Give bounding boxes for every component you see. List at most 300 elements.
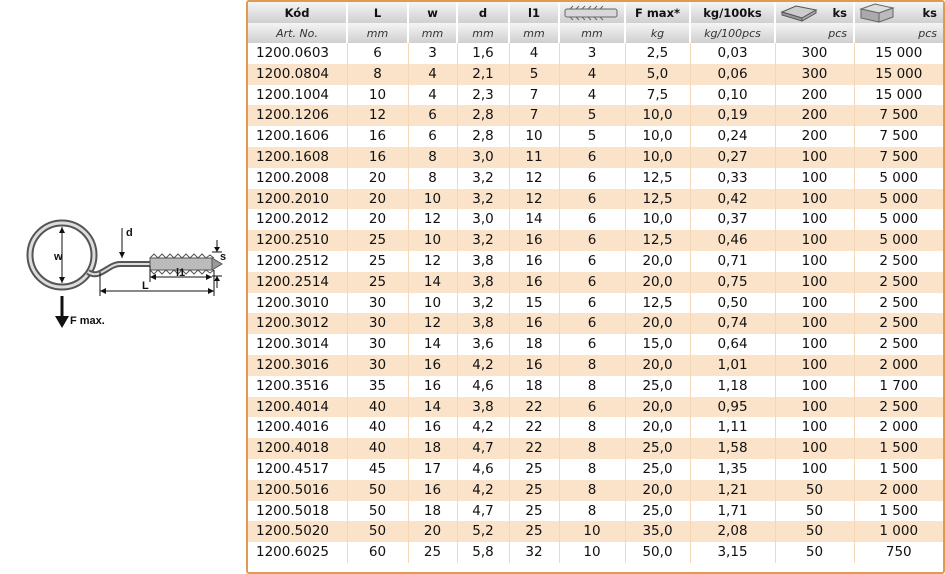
table-row (248, 293, 943, 314)
header-ks-carton-label: ks (922, 5, 937, 20)
subheader-ks-small-unit: pcs (775, 23, 854, 43)
cell-code: 1200.2008 (248, 168, 347, 189)
cell-fmax: 10,0 (625, 105, 690, 126)
cell-code: 1200.1606 (248, 126, 347, 147)
cell-length: 20 (347, 168, 408, 189)
cell-weight: 1,71 (690, 501, 775, 522)
cell-fmax: 20,0 (625, 313, 690, 334)
table-row (248, 147, 943, 168)
cell-fmax: 20,0 (625, 417, 690, 438)
cell-code: 1200.3010 (248, 293, 347, 314)
subheader-ks-carton-unit: pcs (854, 23, 943, 43)
cell-eye-width: 20 (408, 521, 457, 542)
header-dowel (559, 2, 625, 23)
header-fmax: F max* (625, 2, 690, 23)
cell-fmax: 35,0 (625, 521, 690, 542)
cell-dowel: 4 (559, 85, 625, 106)
cell-eye-width: 12 (408, 313, 457, 334)
cell-dowel: 6 (559, 272, 625, 293)
cell-fmax: 10,0 (625, 209, 690, 230)
cell-thread-length: 25 (509, 459, 559, 480)
cell-code: 1200.3014 (248, 334, 347, 355)
table-row (248, 105, 943, 126)
header-row (248, 2, 943, 23)
cell-thread-length: 22 (509, 397, 559, 418)
cell-thread-length: 7 (509, 105, 559, 126)
cell-dowel: 6 (559, 168, 625, 189)
carton-box-icon (859, 3, 895, 23)
cell-pcs-carton: 15 000 (854, 43, 943, 64)
cell-thread-length: 25 (509, 521, 559, 542)
cell-dowel: 8 (559, 459, 625, 480)
cell-eye-width: 12 (408, 209, 457, 230)
cell-code: 1200.0804 (248, 64, 347, 85)
cell-code: 1200.3012 (248, 313, 347, 334)
cell-code: 1200.3016 (248, 355, 347, 376)
cell-length: 45 (347, 459, 408, 480)
cell-eye-width: 10 (408, 230, 457, 251)
table-row (248, 355, 943, 376)
cell-pcs-box: 100 (775, 209, 854, 230)
cell-pcs-carton: 5 000 (854, 168, 943, 189)
cell-pcs-carton: 2 000 (854, 417, 943, 438)
d-label: d (126, 227, 133, 239)
cell-code: 1200.3516 (248, 376, 347, 397)
header-weight: kg/100ks (690, 2, 775, 23)
cell-eye-width: 25 (408, 542, 457, 563)
table-row (248, 397, 943, 418)
cell-eye-width: 16 (408, 480, 457, 501)
cell-eye-width: 6 (408, 126, 457, 147)
subheader-weight-unit: kg/100pcs (690, 23, 775, 43)
cell-weight: 1,11 (690, 417, 775, 438)
cell-eye-width: 17 (408, 459, 457, 480)
cell-pcs-box: 100 (775, 251, 854, 272)
cell-weight: 0,06 (690, 64, 775, 85)
cell-thread-length: 16 (509, 230, 559, 251)
cell-eye-width: 8 (408, 147, 457, 168)
cell-pcs-box: 100 (775, 376, 854, 397)
screw-eye-diagram (0, 200, 240, 350)
cell-pcs-box: 100 (775, 438, 854, 459)
cell-weight: 0,50 (690, 293, 775, 314)
cell-thread-length: 18 (509, 376, 559, 397)
cell-thread-length: 18 (509, 334, 559, 355)
header-L: L (347, 2, 408, 23)
subheader-fmax-unit: kg (625, 23, 690, 43)
cell-fmax: 12,5 (625, 293, 690, 314)
dowel-icon (564, 5, 620, 21)
cell-fmax: 5,0 (625, 64, 690, 85)
cell-length: 30 (347, 334, 408, 355)
cell-eye-width: 16 (408, 355, 457, 376)
cell-dowel: 6 (559, 189, 625, 210)
cell-fmax: 20,0 (625, 272, 690, 293)
cell-pcs-box: 50 (775, 480, 854, 501)
cell-thread-length: 16 (509, 272, 559, 293)
cell-code: 1200.4018 (248, 438, 347, 459)
subheader-l1-unit: mm (509, 23, 559, 43)
cell-length: 30 (347, 355, 408, 376)
cell-dowel: 8 (559, 417, 625, 438)
subheader-art-no: Art. No. (248, 23, 347, 43)
cell-length: 12 (347, 105, 408, 126)
cell-diameter: 5,2 (457, 521, 509, 542)
cell-pcs-box: 200 (775, 126, 854, 147)
cell-pcs-carton: 2 500 (854, 313, 943, 334)
cell-diameter: 3,2 (457, 230, 509, 251)
cell-fmax: 2,5 (625, 43, 690, 64)
cell-length: 16 (347, 147, 408, 168)
cell-code: 1200.2012 (248, 209, 347, 230)
cell-diameter: 5,8 (457, 542, 509, 563)
table-row (248, 480, 943, 501)
cell-fmax: 12,5 (625, 168, 690, 189)
cell-length: 50 (347, 501, 408, 522)
cell-pcs-carton: 1 000 (854, 521, 943, 542)
cell-diameter: 4,6 (457, 376, 509, 397)
cell-fmax: 12,5 (625, 189, 690, 210)
cell-weight: 2,08 (690, 521, 775, 542)
small-box-icon (780, 4, 818, 22)
cell-pcs-box: 100 (775, 147, 854, 168)
cell-fmax: 12,5 (625, 230, 690, 251)
cell-dowel: 5 (559, 126, 625, 147)
cell-dowel: 10 (559, 542, 625, 563)
subheader-dowel-unit: mm (559, 23, 625, 43)
cell-weight: 0,03 (690, 43, 775, 64)
cell-length: 20 (347, 209, 408, 230)
table-row (248, 438, 943, 459)
cell-pcs-carton: 2 500 (854, 251, 943, 272)
table-row (248, 542, 943, 563)
shank (88, 264, 150, 274)
cell-pcs-carton: 15 000 (854, 85, 943, 106)
cell-fmax: 25,0 (625, 459, 690, 480)
cell-pcs-box: 50 (775, 521, 854, 542)
cell-dowel: 3 (559, 43, 625, 64)
cell-diameter: 3,8 (457, 272, 509, 293)
cell-pcs-carton: 1 500 (854, 438, 943, 459)
cell-diameter: 4,2 (457, 417, 509, 438)
cell-length: 40 (347, 417, 408, 438)
cell-dowel: 8 (559, 501, 625, 522)
cell-diameter: 4,2 (457, 355, 509, 376)
cell-diameter: 1,6 (457, 43, 509, 64)
cell-thread-length: 11 (509, 147, 559, 168)
force-label: F max. (70, 315, 105, 327)
cell-thread-length: 32 (509, 542, 559, 563)
cell-eye-width: 10 (408, 293, 457, 314)
cell-code: 1200.4517 (248, 459, 347, 480)
cell-dowel: 6 (559, 313, 625, 334)
table-row (248, 126, 943, 147)
cell-thread-length: 22 (509, 438, 559, 459)
cell-diameter: 2,8 (457, 105, 509, 126)
cell-fmax: 20,0 (625, 355, 690, 376)
cell-pcs-box: 100 (775, 230, 854, 251)
cell-length: 20 (347, 189, 408, 210)
cell-pcs-carton: 750 (854, 542, 943, 563)
cell-thread-length: 10 (509, 126, 559, 147)
cell-eye-width: 14 (408, 272, 457, 293)
cell-diameter: 3,8 (457, 397, 509, 418)
subheader-d-unit: mm (457, 23, 509, 43)
cell-code: 1200.4016 (248, 417, 347, 438)
cell-dowel: 6 (559, 293, 625, 314)
table-row (248, 85, 943, 106)
cell-length: 25 (347, 251, 408, 272)
cell-pcs-carton: 2 500 (854, 397, 943, 418)
cell-length: 60 (347, 542, 408, 563)
cell-thread-length: 25 (509, 501, 559, 522)
cell-weight: 1,18 (690, 376, 775, 397)
cell-fmax: 20,0 (625, 251, 690, 272)
cell-pcs-box: 200 (775, 85, 854, 106)
cell-fmax: 10,0 (625, 126, 690, 147)
cell-dowel: 8 (559, 355, 625, 376)
cell-pcs-carton: 1 700 (854, 376, 943, 397)
cell-weight: 1,01 (690, 355, 775, 376)
cell-weight: 0,46 (690, 230, 775, 251)
cell-pcs-carton: 7 500 (854, 126, 943, 147)
header-d: d (457, 2, 509, 23)
table-row (248, 334, 943, 355)
cell-code: 1200.1206 (248, 105, 347, 126)
cell-dowel: 8 (559, 480, 625, 501)
cell-code: 1200.2510 (248, 230, 347, 251)
spec-table-frame (246, 0, 945, 574)
cell-fmax: 25,0 (625, 438, 690, 459)
cell-pcs-box: 100 (775, 397, 854, 418)
cell-pcs-box: 100 (775, 417, 854, 438)
cell-pcs-box: 100 (775, 459, 854, 480)
cell-eye-width: 4 (408, 64, 457, 85)
cell-dowel: 4 (559, 64, 625, 85)
cell-weight: 0,19 (690, 105, 775, 126)
cell-pcs-box: 100 (775, 313, 854, 334)
cell-thread-length: 12 (509, 189, 559, 210)
cell-eye-width: 18 (408, 438, 457, 459)
cell-weight: 0,74 (690, 313, 775, 334)
cell-diameter: 3,0 (457, 209, 509, 230)
cell-thread-length: 22 (509, 417, 559, 438)
cell-pcs-box: 100 (775, 189, 854, 210)
l1-label: l1 (176, 267, 186, 279)
thread (150, 254, 222, 274)
cell-dowel: 5 (559, 105, 625, 126)
cell-dowel: 8 (559, 376, 625, 397)
cell-eye-width: 16 (408, 376, 457, 397)
cell-weight: 0,71 (690, 251, 775, 272)
table-row (248, 230, 943, 251)
cell-thread-length: 16 (509, 251, 559, 272)
cell-thread-length: 16 (509, 355, 559, 376)
cell-length: 30 (347, 313, 408, 334)
cell-diameter: 4,6 (457, 459, 509, 480)
cell-length: 8 (347, 64, 408, 85)
cell-pcs-carton: 5 000 (854, 189, 943, 210)
cell-pcs-box: 100 (775, 355, 854, 376)
cell-diameter: 3,8 (457, 313, 509, 334)
cell-weight: 3,15 (690, 542, 775, 563)
cell-weight: 0,10 (690, 85, 775, 106)
header-ks-small (775, 2, 854, 23)
cell-diameter: 4,2 (457, 480, 509, 501)
cell-weight: 1,58 (690, 438, 775, 459)
cell-eye-width: 4 (408, 85, 457, 106)
header-ks-small-label: ks (832, 5, 847, 20)
cell-diameter: 2,8 (457, 126, 509, 147)
cell-fmax: 25,0 (625, 376, 690, 397)
cell-eye-width: 3 (408, 43, 457, 64)
cell-thread-length: 5 (509, 64, 559, 85)
cell-weight: 0,95 (690, 397, 775, 418)
cell-eye-width: 14 (408, 334, 457, 355)
cell-dowel: 8 (559, 438, 625, 459)
cell-weight: 0,75 (690, 272, 775, 293)
table-row (248, 417, 943, 438)
cell-fmax: 20,0 (625, 480, 690, 501)
cell-weight: 0,33 (690, 168, 775, 189)
cell-code: 1200.5018 (248, 501, 347, 522)
w-label: w (54, 251, 63, 263)
cell-eye-width: 10 (408, 189, 457, 210)
header-l1: l1 (509, 2, 559, 23)
cell-pcs-carton: 2 000 (854, 480, 943, 501)
cell-diameter: 2,1 (457, 64, 509, 85)
cell-fmax: 15,0 (625, 334, 690, 355)
cell-thread-length: 12 (509, 168, 559, 189)
table-row (248, 251, 943, 272)
cell-weight: 0,42 (690, 189, 775, 210)
table-row (248, 376, 943, 397)
cell-thread-length: 14 (509, 209, 559, 230)
cell-length: 50 (347, 480, 408, 501)
cell-fmax: 20,0 (625, 397, 690, 418)
cell-dowel: 6 (559, 230, 625, 251)
cell-pcs-carton: 2 500 (854, 272, 943, 293)
cell-length: 50 (347, 521, 408, 542)
cell-pcs-carton: 1 500 (854, 459, 943, 480)
cell-pcs-box: 300 (775, 64, 854, 85)
cell-thread-length: 4 (509, 43, 559, 64)
cell-eye-width: 18 (408, 501, 457, 522)
cell-code: 1200.2512 (248, 251, 347, 272)
spec-table-body (248, 43, 943, 563)
cell-length: 35 (347, 376, 408, 397)
cell-dowel: 6 (559, 251, 625, 272)
cell-weight: 0,37 (690, 209, 775, 230)
cell-code: 1200.2010 (248, 189, 347, 210)
cell-weight: 0,24 (690, 126, 775, 147)
cell-pcs-carton: 2 500 (854, 334, 943, 355)
cell-weight: 0,27 (690, 147, 775, 168)
cell-diameter: 4,7 (457, 501, 509, 522)
table-row (248, 209, 943, 230)
cell-eye-width: 14 (408, 397, 457, 418)
cell-length: 6 (347, 43, 408, 64)
cell-pcs-carton: 2 000 (854, 355, 943, 376)
header-w: w (408, 2, 457, 23)
cell-length: 16 (347, 126, 408, 147)
cell-pcs-box: 50 (775, 501, 854, 522)
cell-length: 40 (347, 397, 408, 418)
cell-weight: 1,21 (690, 480, 775, 501)
cell-pcs-carton: 5 000 (854, 209, 943, 230)
cell-pcs-carton: 2 500 (854, 293, 943, 314)
cell-dowel: 6 (559, 209, 625, 230)
cell-fmax: 25,0 (625, 501, 690, 522)
cell-diameter: 3,6 (457, 334, 509, 355)
cell-code: 1200.4014 (248, 397, 347, 418)
cell-pcs-box: 100 (775, 168, 854, 189)
cell-length: 25 (347, 272, 408, 293)
spec-table (248, 2, 943, 563)
cell-code: 1200.1608 (248, 147, 347, 168)
cell-thread-length: 25 (509, 480, 559, 501)
cell-pcs-box: 50 (775, 542, 854, 563)
cell-fmax: 10,0 (625, 147, 690, 168)
s-label: s (220, 251, 227, 263)
table-row (248, 313, 943, 334)
cell-diameter: 2,3 (457, 85, 509, 106)
table-row (248, 189, 943, 210)
cell-pcs-carton: 15 000 (854, 64, 943, 85)
cell-eye-width: 6 (408, 105, 457, 126)
cell-pcs-carton: 5 000 (854, 230, 943, 251)
cell-pcs-box: 100 (775, 293, 854, 314)
cell-code: 1200.0603 (248, 43, 347, 64)
cell-eye-width: 8 (408, 168, 457, 189)
cell-pcs-box: 100 (775, 334, 854, 355)
subheader-L-unit: mm (347, 23, 408, 43)
cell-code: 1200.2514 (248, 272, 347, 293)
cell-length: 30 (347, 293, 408, 314)
cell-fmax: 50,0 (625, 542, 690, 563)
cell-thread-length: 7 (509, 85, 559, 106)
cell-eye-width: 12 (408, 251, 457, 272)
table-row (248, 501, 943, 522)
cell-thread-length: 16 (509, 313, 559, 334)
cell-dowel: 6 (559, 147, 625, 168)
cell-diameter: 3,2 (457, 189, 509, 210)
L-label: L (142, 280, 149, 292)
header-ks-carton (854, 2, 943, 23)
cell-dowel: 6 (559, 397, 625, 418)
cell-code: 1200.5020 (248, 521, 347, 542)
table-row (248, 459, 943, 480)
table-row (248, 64, 943, 85)
header-code: Kód (248, 2, 347, 23)
cell-fmax: 7,5 (625, 85, 690, 106)
cell-pcs-box: 200 (775, 105, 854, 126)
cell-pcs-carton: 1 500 (854, 501, 943, 522)
cell-code: 1200.6025 (248, 542, 347, 563)
table-row (248, 168, 943, 189)
cell-diameter: 3,8 (457, 251, 509, 272)
subheader-w-unit: mm (408, 23, 457, 43)
cell-weight: 1,35 (690, 459, 775, 480)
cell-diameter: 3,2 (457, 293, 509, 314)
cell-dowel: 6 (559, 334, 625, 355)
cell-pcs-box: 300 (775, 43, 854, 64)
cell-code: 1200.1004 (248, 85, 347, 106)
cell-pcs-carton: 7 500 (854, 105, 943, 126)
cell-dowel: 10 (559, 521, 625, 542)
table-row (248, 521, 943, 542)
cell-weight: 0,64 (690, 334, 775, 355)
